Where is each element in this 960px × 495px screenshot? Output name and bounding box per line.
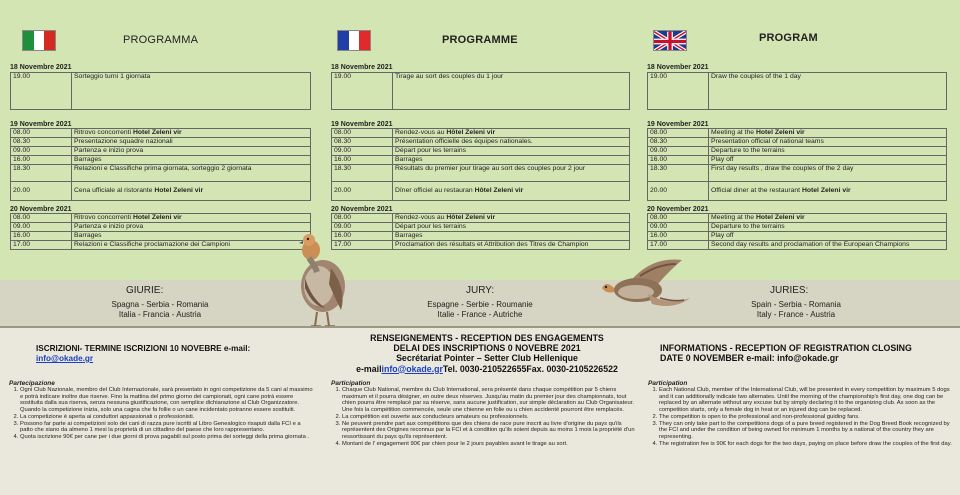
email-link[interactable]: info@okade.gr: [381, 363, 443, 374]
schedule-table-day2: 08.00 Meeting at the Hotel Zeleni vir 08.30 Presentation official of national teams 09.00 Departure to the terrains 16.00 Play off 18.30 First day results , draw the couples of the 2 day 20.00 Official diner at the restaurant Hotel Zeleni vir: [647, 128, 947, 201]
schedule-table-day3: 08.00 Ritrovo concorrenti Hotel Zeleni vir 09.00 Partenza e inizio prova 16.00 Barrages 17.00 Relazioni e Classifiche proclamazione dei Campioni: [10, 213, 311, 250]
france-flag-icon: [337, 30, 371, 51]
partridge-flying-image: [598, 254, 694, 312]
participation-title-italian: Partecipazione: [9, 380, 55, 387]
schedule-table-day3: 08.00 Rendez-vous au Hôtel Zeleni vir 09.00 Départ pour les terrains 16.00 Barrages 17.00 Proclamation des résultats et Attribution des Titres de Champion: [331, 213, 630, 250]
participation-list-french: 1. Chaque Club National, membre du Club International, sera présenté dans chaque compétition par 5 chiens maximum et il pourra désigner, en outre deux réserves. Jusqu'au matin du premier jour des championnats, tout chien pourra être remplacé par sa réserve, sans aucune justification, sur simple déclaration au Club Organisateur. Une fois la compétition commencée, seule une chienne en folie ou u chien accidenté pourront être remplacés. 2. La compétition est ouverte aux conducteurs amateurs ou professionnels. 3. Ne peuvent prendre part aux compétitions que des chiens de race pure inscrit au livre d'origine du pays qu'ils représentent des Origines reconnus par la FCI et à condition qu'ils soient depuis au moins 1 mois la propriété d'un ressortissant du pays qu'ils représentent. 4. Montant de l' engagement 90€ par chien pour le 2 jours payables avant le tirage au sort.: [331, 387, 637, 447]
registration-english: INFORMATIONS - RECEPTION OF REGISTRATION CLOSING DATE 0 NOVEMBER e-mail: info@okade.gr: [660, 343, 912, 363]
participation-title-french: Participation: [331, 380, 371, 387]
jury-title-italian: GIURIE:: [126, 285, 164, 296]
schedule-table-day2: 08.00 Rendez-vous au Hôtel Zeleni vir 08.30 Présentation officielle des équipes nationales. 09.00 Départ pour les terrains 16.00 Barrages 18.30 Résultats du premier jour tirage au sort des couples pour 2 jour 20.00 Dîner officiel au restauran Hôtel Zeleni vir: [331, 128, 630, 201]
program-title: PROGRAM: [759, 32, 818, 44]
schedule-table-day2: 08.00 Ritrovo concorrenti Hotel Zeleni vir 08.30 Presentazione squadre nazionali 09.00 Partenza e inizio prova 16.00 Barrages 18.30 Relazioni e Classifiche prima giornata, sorteggio 2 giornata 20.00 Cena ufficiale al ristorante Hotel Zeleni vir: [10, 128, 311, 201]
jury-countries-line2: Italia - Francia - Austria: [118, 310, 202, 319]
day-date: 18 November 2021: [647, 64, 709, 71]
day-date: 20 Novembre 2021: [331, 206, 393, 213]
schedule-table-day3: 08.00 Meeting at the Hotel Zeleni vir 09.00 Departure to the terrains 16.00 Play off 17.00 Second day results and proclamation of the European Champions: [647, 213, 947, 250]
schedule-table-day1: 19.00 Draw the couples of the 1 day: [647, 72, 947, 110]
day-date: 19 Novembre 2021: [331, 121, 393, 128]
day-date: 18 Novembre 2021: [331, 64, 393, 71]
program-title: PROGRAMME: [442, 34, 518, 46]
registration-section: [0, 326, 960, 495]
schedule-table-day1: 19.00 Tirage au sort des couples du 1 jour: [331, 72, 630, 110]
partridge-standing-image: [291, 228, 353, 328]
day-date: 20 Novembre 2021: [10, 206, 72, 213]
schedule-table-day1: 19.00 Sorteggio turni 1 giornata: [10, 72, 311, 110]
registration-italian: ISCRIZIONI- TERMINE ISCRIZIONI 10 NOVEBRE e-mail: info@okade.gr: [36, 344, 251, 363]
jury-countries-line2: Italie - France - Autriche: [437, 310, 523, 319]
participation-list-english: 1. Each National Club, member of the International Club, will be presented in every competition by maximum 5 dogs and it can additionally indicate two alternates. Until the morning of the championship's first day, one dog can be replaced by an alternate without any excuse but by simply declaring it to the organizing club. As soon as the competition starts, only a female dog in heat or an injured dog can be replaced. 2. The competition is open to the professional and non-professional guiding fans. 3. They can only take part to the competitions dogs of a pure breed registered in the Dog Breed Book recognized by the FCI and under the condition of being owned for minimum 1 months by a national of the country they are representing. 4. The registration fee is 90€ for each dogs for the two days, paying on place before draw the couples of the first day.: [648, 387, 954, 447]
jury-title-english: JURIES:: [770, 285, 809, 296]
day-date: 18 Novembre 2021: [10, 64, 72, 71]
uk-flag-icon: [653, 30, 687, 51]
day-date: 20 November 2021: [647, 206, 709, 213]
email-link[interactable]: info@okade.gr: [36, 354, 94, 363]
jury-countries-line1: Spain - Serbia - Romania: [751, 300, 841, 309]
participation-list-italian: 1. Ogni Club Nazionale, membro del Club Internazionale, sarà presentato in ogni competizione da 5 cani al massimo e potrà indicare inoltre due riserve. Fino la mattina del primo giorno dei campionati, ogni cane potrà essere sostituita dalla sua riserva, senza nessuna giustificazione, con semplice dichiarazione al Club Organizzatore. Quando la competizione inizia, solo una cagna che fa follie o un cane incidentato potranno essere sostituiti. 2. La competizione è aperta ai conduttori appassionati o professionisti. 3. Possono far parte ai competizioni solo dei cani di razza pure iscritti al Libro Genealogico risaputi dalla FCI e a patto che siano da almeno 1 mesi la proprietà di un cittadino del paese che loro rappresentano. 4. Quota iscrizione 90€ per cane per i due giorni di prova pagabili sul posto prima dei sorteggi della prima giornata .: [9, 387, 315, 441]
jury-countries-line2: Italy - France - Austria: [756, 310, 836, 319]
jury-title-french: JURY:: [466, 285, 495, 296]
juries-section: [0, 280, 960, 326]
day-date: 19 Novembre 2021: [10, 121, 72, 128]
registration-french: RENSEIGNEMENTS - RECEPTION DES ENGAGEMENTS DELAI DES INSCRIPTIONS 0 NOVEBRE 2021 Secrétariat Pointer – Setter Club Hellenique e-mailinfo@okade.grTel. 0030-210522655Fax. 0030-2105226522: [356, 333, 618, 374]
jury-countries-line1: Spagna - Serbia - Romania: [111, 300, 209, 309]
program-title: PROGRAMMA: [123, 34, 199, 46]
italy-flag-icon: [22, 30, 56, 51]
jury-countries-line1: Espagne - Serbie - Roumanie: [427, 300, 533, 309]
participation-title-english: Participation: [648, 380, 688, 387]
day-date: 19 November 2021: [647, 121, 709, 128]
